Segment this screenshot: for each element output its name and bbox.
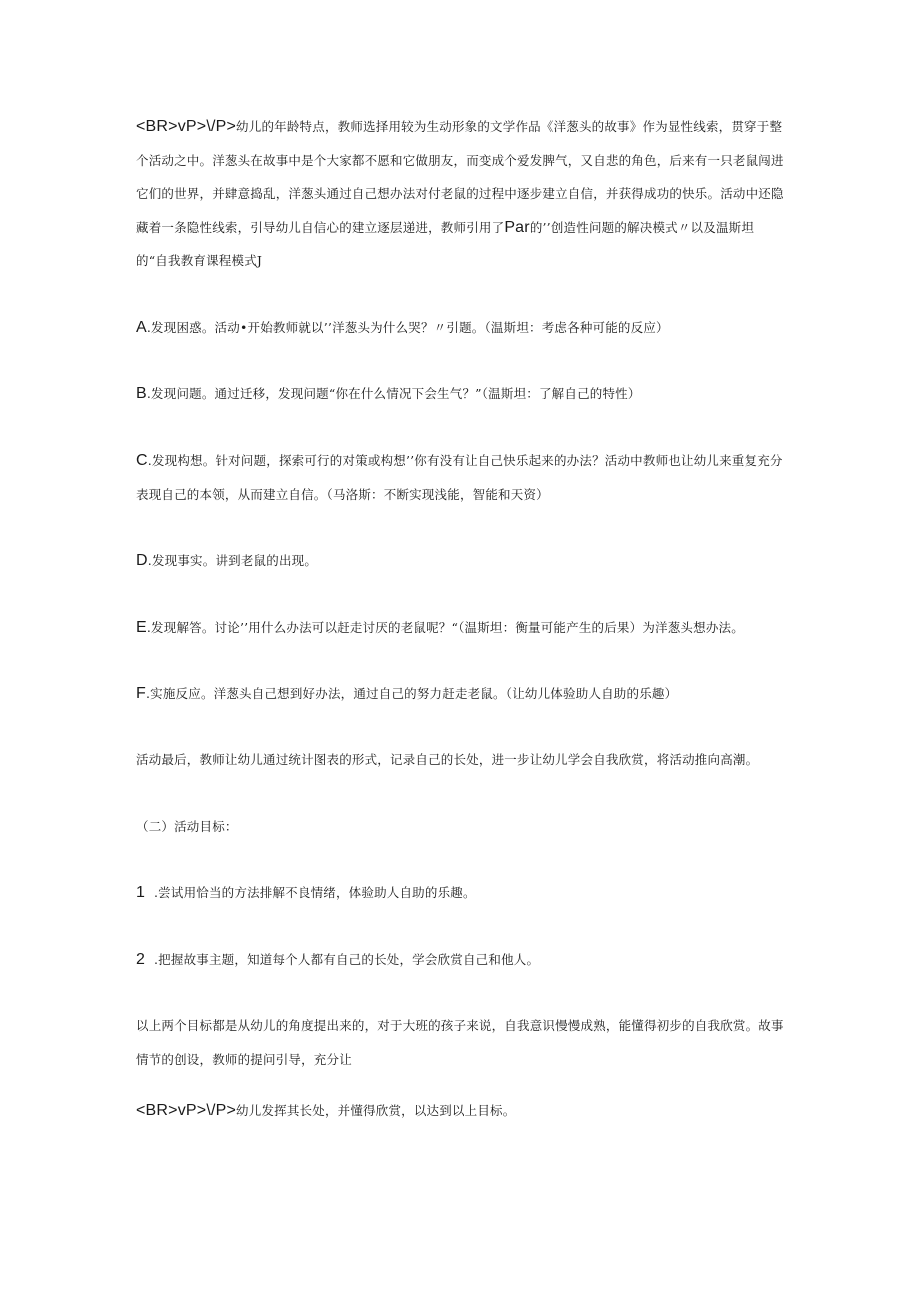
goal-text: .尝试用恰当的方法排解不良情绪，体验助人自助的乐趣。 bbox=[154, 885, 476, 900]
markup-artifact: <BR>vP>\/P> bbox=[136, 118, 237, 135]
step-letter: F bbox=[136, 685, 146, 702]
step-e bbox=[136, 611, 784, 645]
step-letter: E bbox=[136, 619, 147, 636]
step-d bbox=[136, 544, 784, 578]
intro-paragraph bbox=[136, 110, 784, 278]
intro-text-part1: 幼儿的年龄特点，教师选择用较为生动形象的文学作品《洋葱头的故事》作为显性线索，贯穿于整个活动之中。洋葱头在故事中是个大家都不愿和它做朋友，而变成个爱发脾气，又自悲的角色，后来有一只老鼠闯进它们的世界，并肆意捣乱，洋葱头通过自己想办法对付老鼠的过程中逐步建立自信，并获得成功的快乐。活动中还隐藏着一条隐性线索，引导幼儿自信心的建立逐层递进，教师引用了 bbox=[136, 119, 784, 235]
goal-number: 2 bbox=[136, 951, 146, 968]
intro-latin-term: Par bbox=[504, 218, 530, 236]
step-letter: D bbox=[136, 552, 148, 569]
step-text: .发现问题。通过迁移，发现问题“你在什么情况下会生气？”（温斯坦：了解自己的特性） bbox=[146, 386, 641, 401]
step-b bbox=[136, 377, 784, 411]
intro-text-part2: 的’’创造性问题的解决模式〃以及温斯坦的“自我教育课程模式J bbox=[136, 219, 755, 268]
summary-paragraph: 以上两个目标都是从幼儿的角度提出来的，对于大班的孩子来说，自我意识慢慢成熟，能懂得初步的自我欣赏。故事情节的创设，教师的提问引导，充分让 bbox=[136, 1018, 784, 1067]
goal-text: .把握故事主题，知道每个人都有自己的长处，学会欣赏自己和他人。 bbox=[154, 952, 540, 967]
closing-paragraph bbox=[136, 1094, 784, 1128]
closing-text: 幼儿发挥其长处，并懂得欣赏，以达到以上目标。 bbox=[236, 1103, 516, 1118]
step-text: .发现解答。讨论’’用什么办法可以赶走讨厌的老鼠呢？“（温斯坦：衡量可能产生的后果）为洋葱头想办法。 bbox=[146, 620, 744, 635]
step-letter: A bbox=[136, 319, 147, 336]
step-letter: C bbox=[136, 452, 148, 469]
step-letter: B bbox=[136, 385, 147, 402]
step-f bbox=[136, 677, 784, 711]
step-text: .发现构想。针对问题，探索可行的对策或构想’’你有没有让自己快乐起来的办法？活动中教师也让幼儿来重复充分表现自己的本领，从而建立自信。（马洛斯：不断实现浅能，智能和天资） bbox=[136, 453, 783, 502]
goals-heading: （二）活动目标： bbox=[136, 819, 238, 834]
goal-number: 1 bbox=[136, 884, 146, 901]
goal-item-2 bbox=[136, 943, 784, 977]
conclusion-paragraph: 活动最后，教师让幼儿通过统计图表的形式，记录自己的长处，进一步让幼儿学会自我欣赏，将活动推向高潮。 bbox=[136, 752, 759, 767]
markup-artifact: <BR>vP>\/P> bbox=[136, 1102, 237, 1119]
step-a bbox=[136, 311, 784, 345]
goal-item-1 bbox=[136, 876, 784, 910]
step-text: .发现事实。讲到老鼠的出现。 bbox=[147, 553, 318, 568]
step-c bbox=[136, 444, 784, 511]
step-text: .实施反应。洋葱头自己想到好办法，通过自己的努力赶走老鼠。（让幼儿体验助人自助的乐趣） bbox=[145, 686, 678, 701]
step-text: .发现困惑。活动•开始教师就以’’洋葱头为什么哭？〃引题。（温斯坦：考虑各种可能的反应） bbox=[146, 320, 669, 335]
